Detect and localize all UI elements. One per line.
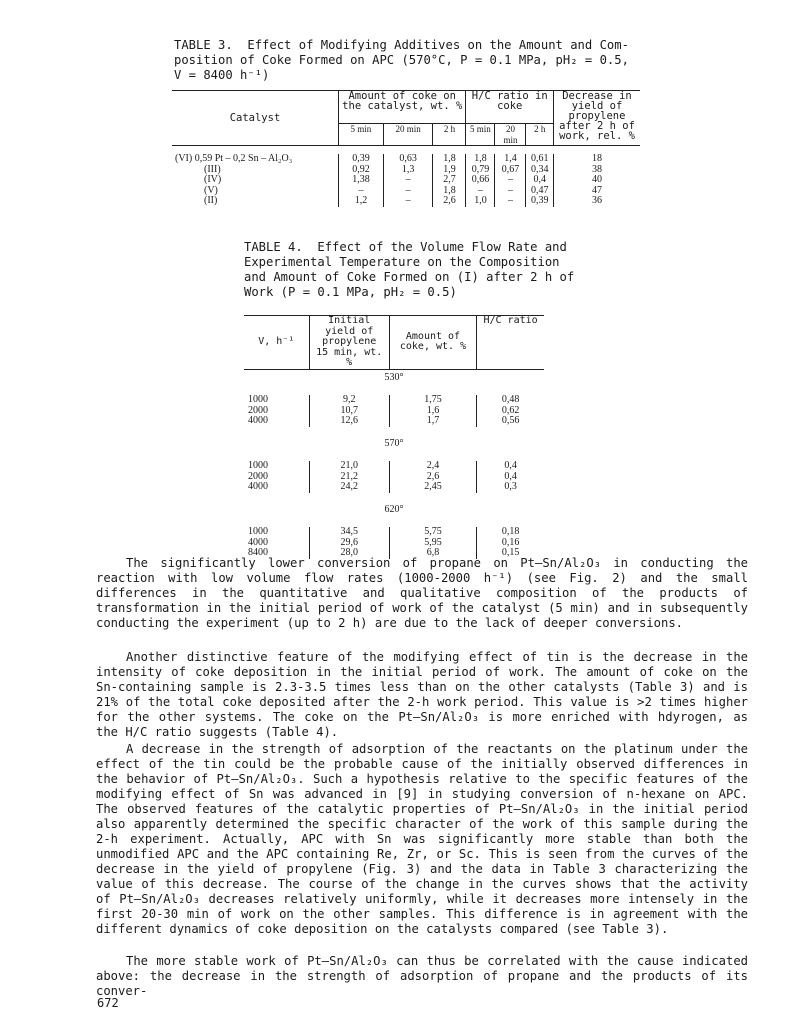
paragraph-1	[96, 556, 748, 631]
table-row	[244, 416, 544, 427]
table4-temp-530: 530°	[384, 371, 404, 383]
table3	[172, 90, 640, 207]
table3-cell: 2,7	[433, 175, 466, 186]
table3-catalyst: (V)	[204, 184, 218, 196]
table3-cell: 0,79	[466, 165, 495, 176]
table3-cell: 1,9	[433, 165, 466, 176]
table3-header-coke: Amount of coke on the catalyst, wt. %	[339, 91, 466, 124]
table4-cell: 0,16	[477, 538, 544, 549]
table4-cell: 2,6	[389, 472, 476, 483]
table3-cell: 0,61	[526, 154, 554, 165]
table3-cell: 36	[554, 196, 641, 207]
table3-cell: 0,4	[526, 175, 554, 186]
table3-cell: 1,0	[466, 196, 495, 207]
table-row	[244, 527, 544, 538]
table4	[244, 315, 544, 559]
table4-v: 2000	[248, 470, 268, 482]
table4-cell: 1,7	[389, 416, 476, 427]
table4-cell: 0,56	[477, 416, 544, 427]
table4-cell: 0,48	[477, 395, 544, 406]
table-row	[244, 538, 544, 549]
table4-v: 4000	[248, 536, 268, 548]
page-number: 672	[97, 996, 119, 1010]
table4-cell: 2,4	[389, 461, 476, 472]
table3-subcol: 20 min	[383, 124, 433, 146]
table3-cell: –	[495, 175, 526, 186]
table3-catalyst: (VI) 0,59 Pt – 0,2 Sn – Al₂O₃	[175, 153, 293, 164]
table3-cell: 1,2	[339, 196, 384, 207]
table4-header-hc: H/C ratio	[477, 316, 544, 370]
table3-cell: 0,34	[526, 165, 554, 176]
table3-subcol: 2 h	[433, 124, 466, 146]
table3-cell: –	[339, 186, 384, 197]
table4-header-v: V, h⁻¹	[258, 336, 295, 347]
table-row	[244, 472, 544, 483]
table3-cell: 2,6	[433, 196, 466, 207]
table-row	[244, 395, 544, 406]
table3-caption: TABLE 3. Effect of Modifying Additives on the Amount and Com- position of Coke Formed on APC (570°C, P = 0.1 MPa, pH₂ = 0.5, V = 8400 h⁻¹)	[174, 38, 629, 82]
table4-caption: TABLE 4. Effect of the Volume Flow Rate and Experimental Temperature on the Composition and Amount of Coke Formed on (I) after 2 h of Work (P = 0.1 MPa, pH₂ = 0.5)	[244, 240, 575, 299]
table4-v: 4000	[248, 481, 268, 492]
table4-cell: 0,62	[477, 406, 544, 417]
table4-cell: 1,75	[389, 395, 476, 406]
table3-subcol: 5 min	[339, 124, 384, 146]
table-row	[172, 175, 640, 186]
table4-v: 1000	[248, 394, 268, 405]
paragraph-text: Another distinctive feature of the modifying effect of tin is the decrease in the intensity of coke deposition in the initial period of work. The amount of coke on the Sn-containing sample is 2.3-3.5 times less than on the other catalysts (Table 3) and is 21% of the total coke deposited after the 2-h work period. This value is >2 times higher for the other systems. The coke on the Pt–Sn/Al₂O₃ is more enriched with hdyrogen, as the H/C ratio suggests (Table 4).	[96, 650, 748, 739]
table3-cell: –	[495, 186, 526, 197]
table4-cell: 0,3	[477, 482, 544, 493]
table4-cell: 0,4	[477, 472, 544, 483]
paragraph-4	[96, 954, 748, 999]
table3-cell: 0,39	[339, 154, 384, 165]
table3-cell: 1,8	[433, 154, 466, 165]
table4-cell: 24,2	[309, 482, 389, 493]
table3-subcol: 5 min	[466, 124, 495, 146]
table3-subcol: 2 h	[526, 124, 554, 146]
table3-cell: 0,67	[495, 165, 526, 176]
table4-v: 4000	[248, 415, 268, 426]
table3-cell: 38	[554, 165, 641, 176]
table3-cell: 0,92	[339, 165, 384, 176]
table4-cell: 21,2	[309, 472, 389, 483]
table4-cell: 0,15	[477, 548, 544, 559]
table-row	[244, 482, 544, 493]
table4-cell: 0,18	[477, 527, 544, 538]
table3-cell: –	[495, 196, 526, 207]
table-row	[244, 406, 544, 417]
table3-header-hc: H/C ratio in coke	[466, 91, 554, 124]
paragraph-text: The significantly lower conversion of propane on Pt–Sn/Al₂O₃ in conducting the reaction with low volume flow rates (1000-2000 h⁻¹) (see Fig. 2) and the small differences in the quantitative and qualitative composition of the products of transformation in the initial period of work of the catalyst (5 min) and in subsequently conducting the experiment (up to 2 h) are due to the lack of deeper conversions.	[96, 556, 748, 630]
table3-cell: 1,8	[433, 186, 466, 197]
table-row	[172, 196, 640, 207]
table4-header-yield: Initial yield of propylene 15 min, wt. %	[309, 316, 389, 370]
table3-cell: 0,39	[526, 196, 554, 207]
table3-cell: 18	[554, 154, 641, 165]
table3-cell: 0,47	[526, 186, 554, 197]
table4-v: 8400	[248, 547, 268, 558]
table3-cell: 40	[554, 175, 641, 186]
table4-cell: 0,4	[477, 461, 544, 472]
table3-header-decrease: Decrease in yield of propylene after 2 h of work, rel. %	[554, 91, 641, 146]
table3-cell: 0,66	[466, 175, 495, 186]
paragraph-3	[96, 742, 748, 937]
table3-catalyst: (IV)	[204, 174, 222, 185]
table4-cell: 28,0	[309, 548, 389, 559]
table3-cell: 1,3	[383, 165, 433, 176]
table3-cell: –	[466, 186, 495, 197]
table4-cell: 5,95	[389, 538, 476, 549]
table4-header-coke: Amount of coke, wt. %	[389, 316, 476, 370]
table3-cell: –	[383, 186, 433, 197]
table4-cell: 21,0	[309, 461, 389, 472]
table4-cell: 1,6	[389, 406, 476, 417]
table4-cell: 2,45	[389, 482, 476, 493]
table3-cell: –	[383, 196, 433, 207]
table-row	[244, 461, 544, 472]
table3-catalyst: (III)	[204, 163, 221, 175]
table4-cell: 10,7	[309, 406, 389, 417]
table4-cell: 29,6	[309, 538, 389, 549]
table3-cell: 1,38	[339, 175, 384, 186]
table4-v: 2000	[248, 404, 268, 416]
table-row	[172, 154, 640, 165]
paragraph-text: The more stable work of Pt–Sn/Al₂O₃ can thus be correlated with the cause indicated above: the decrease in the strength of adsorption of propane and the products of its conver-	[96, 954, 748, 998]
table3-header-catalyst: Catalyst	[229, 112, 281, 124]
table4-v: 1000	[248, 526, 268, 537]
table3-cell: 1,8	[466, 154, 495, 165]
table3-cell: –	[383, 175, 433, 186]
paragraph-text: A decrease in the strength of adsorption of the reactants on the platinum under the effect of the tin could be the probable cause of the initially observed differences in the behavior of Pt–Sn/Al₂O₃. Such a hypothesis relative to the specific features of the modifying effect of Sn was advanced in [9] in studying conversion of n-hexane on APC. The observed features of the catalytic properties of Pt–Sn/Al₂O₃ in the initial period also apparently determined the specific character of the work of this sample during the 2-h experiment. Actually, APC with Sn was significantly more stable than both the unmodified APC and the APC containing Re, Zr, or Sc. This is seen from the curves of the decrease in the yield of propylene (Fig. 3) and the data in Table 3 characterizing the value of this decrease. The course of the change in the curves shows that the activity of Pt–Sn/Al₂O₃ decreases relatively uniformly, while it decreases more intensely in the first 20-30 min of work on the other samples. This difference is in agreement with the different dynamics of coke deposition on the catalysts compared (see Table 3).	[96, 742, 748, 936]
table3-catalyst: (II)	[204, 195, 218, 206]
table4-cell: 34,5	[309, 527, 389, 538]
table4-cell: 12,6	[309, 416, 389, 427]
table3-cell: 0,63	[383, 154, 433, 165]
table4-temp-570: 570°	[384, 437, 404, 449]
table3-subcol: 20 min	[495, 124, 526, 146]
table4-cell: 6,8	[389, 548, 476, 559]
table4-temp-620: 620°	[384, 503, 404, 515]
table4-cell: 5,75	[389, 527, 476, 538]
paragraph-2	[96, 650, 748, 740]
table4-v: 1000	[248, 460, 268, 471]
table4-cell: 9,2	[309, 395, 389, 406]
table3-cell: 1,4	[495, 154, 526, 165]
table3-cell: 47	[554, 186, 641, 197]
